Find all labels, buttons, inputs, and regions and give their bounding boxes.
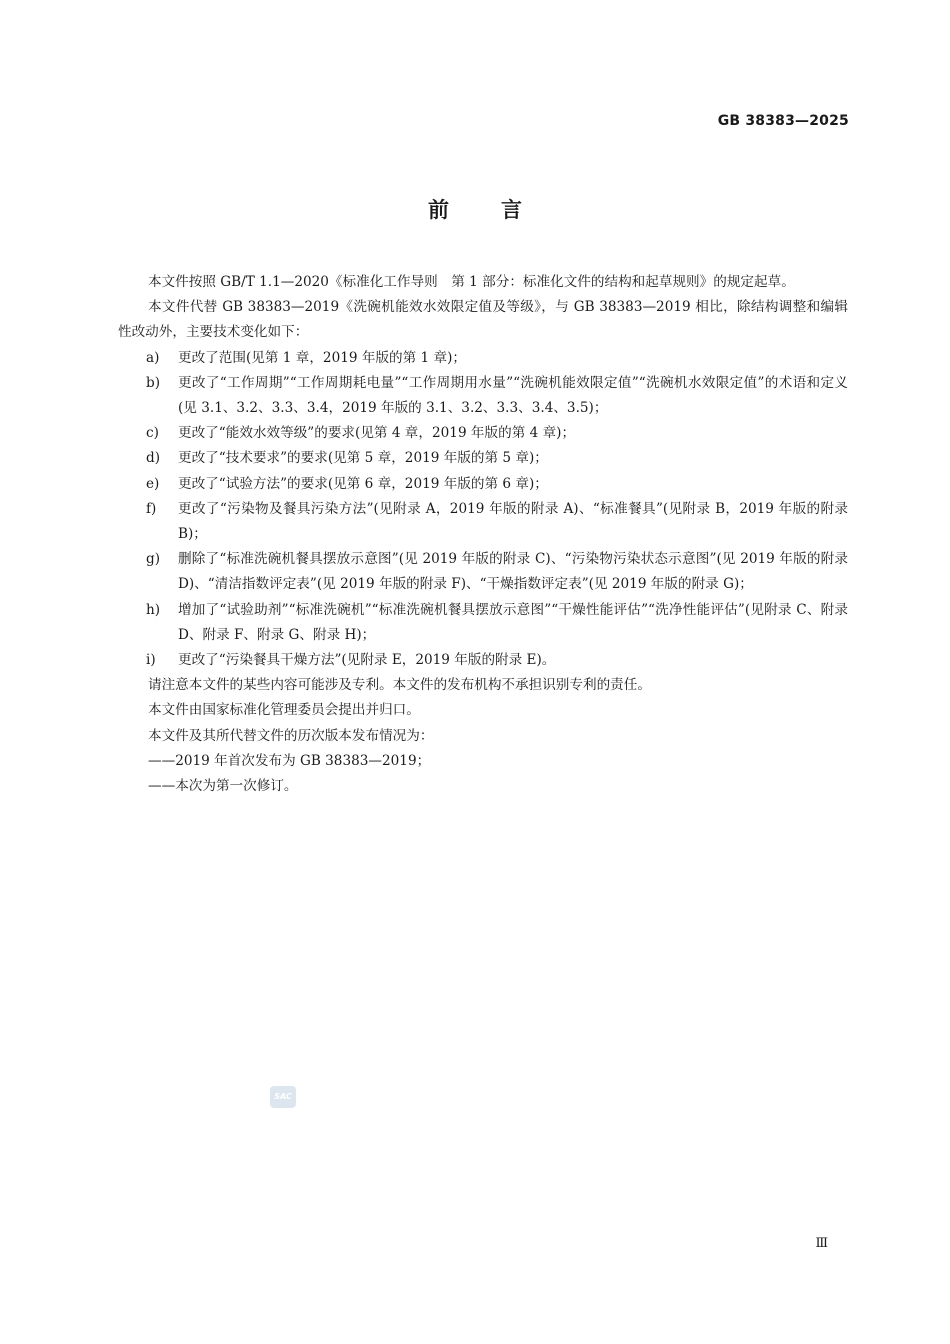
title-char-1: 前 xyxy=(428,198,449,222)
change-item xyxy=(146,421,848,446)
paragraph-proposed-by: 本文件由国家标准化管理委员会提出并归口。 xyxy=(148,702,420,719)
change-item xyxy=(146,497,848,547)
paragraph-history-intro: 本文件及其所代替文件的历次版本发布情况为： xyxy=(148,727,434,744)
change-item xyxy=(146,547,848,597)
change-item xyxy=(146,371,848,421)
foreword-body xyxy=(118,270,848,799)
change-item-text: 更改了“污染餐具干燥方法”(见附录 E，2019 年版的附录 E)。 xyxy=(178,652,556,669)
change-item xyxy=(146,446,848,471)
paragraph-drafting-rules: 本文件按照 GB/T 1.1—2020《标准化工作导则 第 1 部分：标准化文件的结构和起草规则》的规定起草。 xyxy=(148,274,795,290)
title-char-2: 言 xyxy=(501,198,522,222)
change-item xyxy=(146,648,848,673)
change-item xyxy=(146,472,848,497)
change-item-marker: c) xyxy=(146,425,159,442)
change-item xyxy=(146,598,848,648)
change-item-text: 更改了“技术要求”的要求(见第 5 章，2019 年版的第 5 章)； xyxy=(178,450,548,467)
change-item-marker: d) xyxy=(146,450,161,467)
change-item xyxy=(146,346,848,371)
change-item-text: 更改了“试验方法”的要求(见第 6 章，2019 年版的第 6 章)； xyxy=(178,475,548,492)
change-item-marker: g) xyxy=(146,551,161,568)
change-item-text: 删除了“标准洗碗机餐具摆放示意图”(见 2019 年版的附录 C)、“污染物污染状态示意图”(见 2019 年版的附录 D)、“清洁指数评定表”(见 2019 年版的附录 F)、“干燥指数评定表”(见 2019 年版的附录 G)； xyxy=(178,551,848,593)
change-item-text: 更改了“污染物及餐具污染方法”(见附录 A，2019 年版的附录 A)、“标准餐具”(见附录 B，2019 年版的附录 B)； xyxy=(178,500,848,543)
change-item-text: 增加了“试验助剂”“标准洗碗机”“标准洗碗机餐具摆放示意图”“干燥性能评估”“洗净性能评估”(见附录 C、附录 D、附录 F、附录 G、附录 H)； xyxy=(178,601,848,643)
history-item: ——2019 年首次发布为 GB 38383—2019； xyxy=(148,752,431,769)
page-number: Ⅲ xyxy=(815,1236,828,1251)
change-item-marker: h) xyxy=(146,601,161,618)
standard-number: GB 38383—2025 xyxy=(717,113,849,129)
sac-watermark-logo: SAC xyxy=(270,1086,296,1108)
paragraph-patent-notice: 请注意本文件的某些内容可能涉及专利。本文件的发布机构不承担识别专利的责任。 xyxy=(148,677,651,694)
change-item-marker: b) xyxy=(146,374,161,391)
change-item-text: 更改了“能效水效等级”的要求(见第 4 章，2019 年版的第 4 章)； xyxy=(178,425,576,442)
change-item-text: 更改了“工作周期”“工作周期耗电量”“工作周期用水量”“洗碗机能效限定值”“洗碗机水效限定值”的术语和定义(见 3.1、3.2、3.3、3.4，2019 年版的 3.1、3.2、3.3、3.4、3.5)； xyxy=(178,374,848,417)
change-item-marker: a) xyxy=(146,349,160,366)
change-item-text: 更改了范围(见第 1 章，2019 年版的第 1 章)； xyxy=(178,349,467,366)
history-item: ——本次为第一次修订。 xyxy=(148,778,298,795)
changes-list xyxy=(146,346,848,674)
change-item-marker: f) xyxy=(146,500,157,517)
change-item-marker: e) xyxy=(146,475,160,492)
change-item-marker: i) xyxy=(146,652,156,669)
page-title xyxy=(0,194,950,224)
paragraph-replacement: 本文件代替 GB 38383—2019《洗碗机能效水效限定值及等级》，与 GB 38383—2019 相比，除结构调整和编辑性改动外，主要技术变化如下： xyxy=(118,299,848,341)
